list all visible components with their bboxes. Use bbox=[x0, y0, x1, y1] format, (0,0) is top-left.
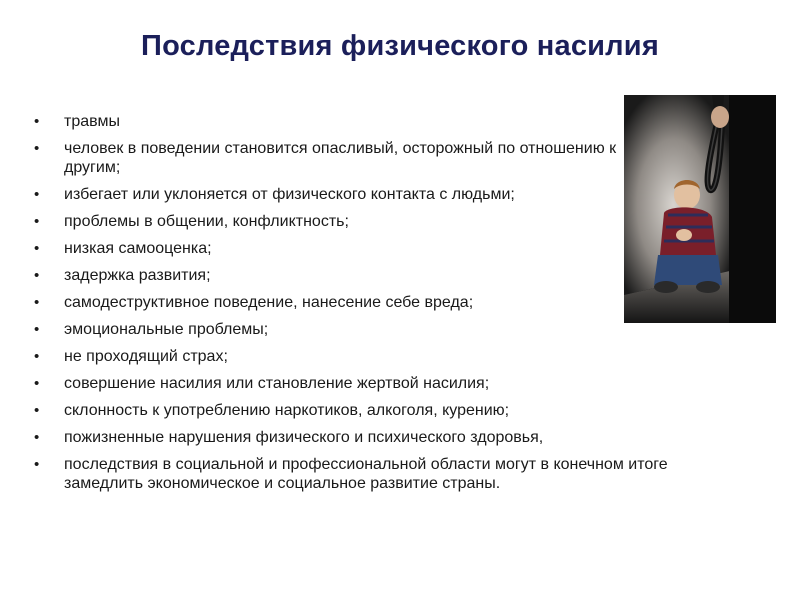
list-item bbox=[34, 293, 674, 312]
list-item-text: эмоциональные проблемы; bbox=[64, 321, 269, 338]
list-item bbox=[34, 266, 674, 285]
bullet-icon: • bbox=[34, 402, 40, 419]
child-photo bbox=[624, 95, 776, 323]
list-item-text: самодеструктивное поведение, нанесение себе вреда; bbox=[64, 294, 474, 311]
bullet-icon: • bbox=[34, 113, 40, 130]
list-item-text: последствия в социальной и профессиональной области могут в конечном итоге замедлить экономическое и социальное развитие страны. bbox=[64, 456, 668, 492]
list-item bbox=[34, 185, 674, 204]
list-item-text: избегает или уклоняется от физического контакта с людьми; bbox=[64, 186, 515, 203]
bullet-icon: • bbox=[34, 213, 40, 230]
list-item-text: человек в поведении становится опасливый, осторожный по отношению к другим; bbox=[64, 140, 617, 176]
list-item bbox=[34, 139, 660, 177]
list-item bbox=[34, 401, 674, 420]
page-title: Последствия физического насилия bbox=[141, 30, 659, 62]
list-item bbox=[34, 455, 684, 493]
bullet-icon: • bbox=[34, 186, 40, 203]
bullet-icon: • bbox=[34, 429, 40, 446]
bullet-icon: • bbox=[34, 240, 40, 257]
bullet-icon: • bbox=[34, 294, 40, 311]
list-item-text: склонность к употреблению наркотиков, алкоголя, курению; bbox=[64, 402, 510, 419]
bullet-icon: • bbox=[34, 267, 40, 284]
child-with-belt-illustration bbox=[624, 95, 776, 323]
list-item-text: травмы bbox=[64, 113, 120, 130]
consequences-list bbox=[34, 112, 674, 501]
bullet-icon: • bbox=[34, 375, 40, 392]
list-item-text: не проходящий страх; bbox=[64, 348, 228, 365]
list-item-text: проблемы в общении, конфликтность; bbox=[64, 213, 349, 230]
list-item bbox=[34, 212, 674, 231]
bullet-icon: • bbox=[34, 140, 40, 157]
list-item bbox=[34, 428, 604, 447]
bullet-icon: • bbox=[34, 321, 40, 338]
list-item bbox=[34, 320, 674, 339]
bullet-icon: • bbox=[34, 456, 40, 473]
list-item bbox=[34, 374, 674, 393]
bullet-icon: • bbox=[34, 348, 40, 365]
list-item-text: пожизненные нарушения физического и психического здоровья, bbox=[64, 429, 544, 446]
list-item bbox=[34, 347, 674, 366]
list-item-text: совершение насилия или становление жертвой насилия; bbox=[64, 375, 490, 392]
list-item bbox=[34, 239, 674, 258]
list-item-text: задержка развития; bbox=[64, 267, 211, 284]
list-item bbox=[34, 112, 674, 131]
list-item-text: низкая самооценка; bbox=[64, 240, 212, 257]
